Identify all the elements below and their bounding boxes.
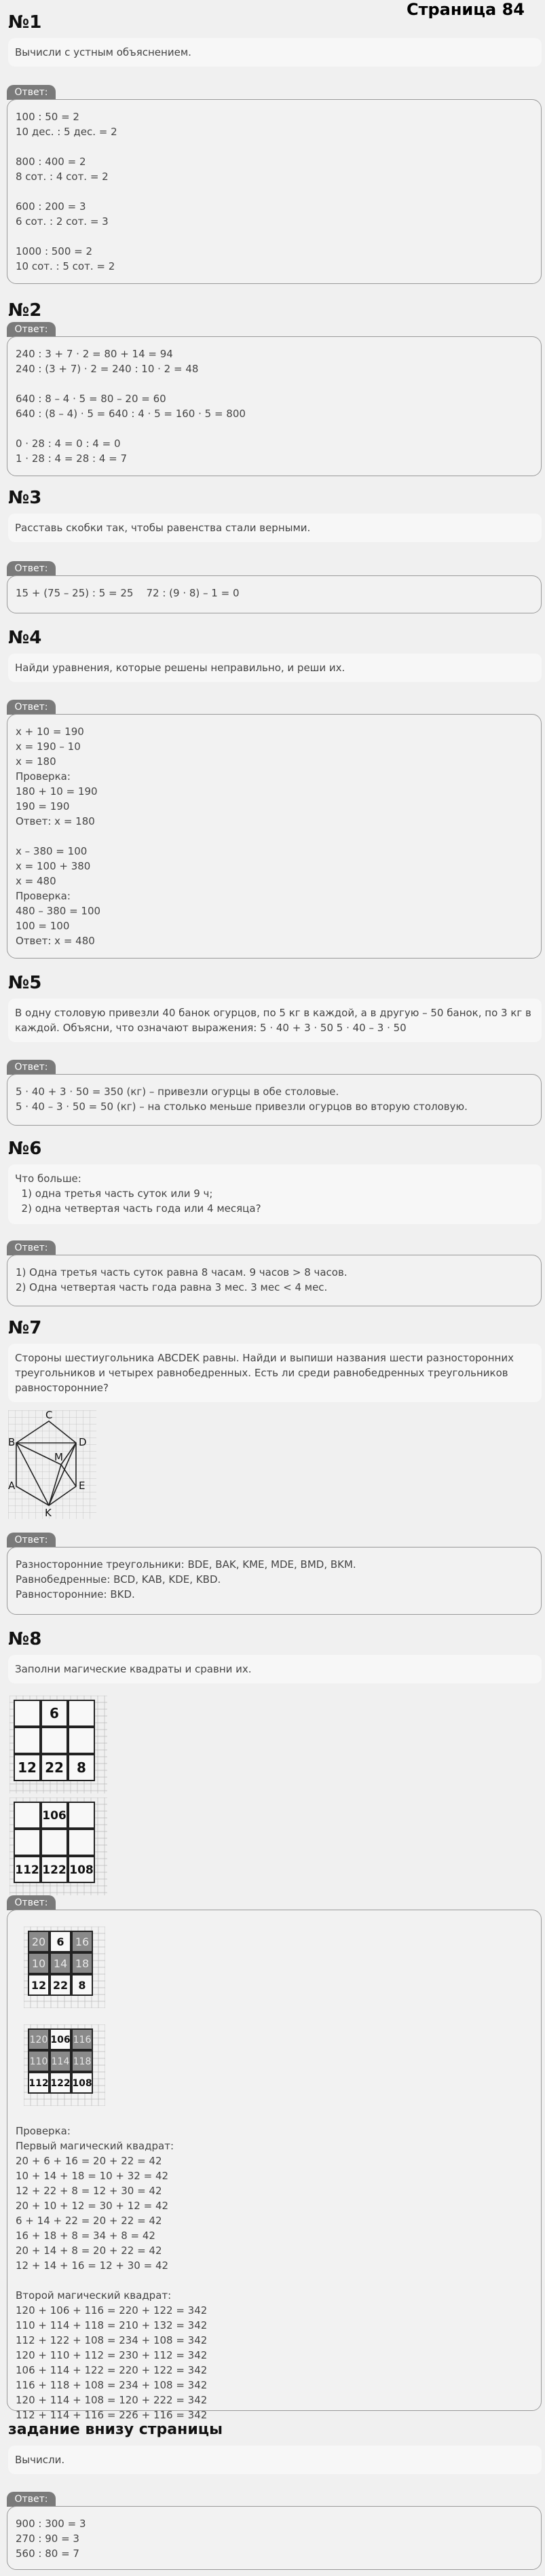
text-line: 1000 : 500 = 2 — [16, 245, 93, 257]
magic-square-cell — [69, 1829, 94, 1855]
text-line: 120 + 106 + 116 = 220 + 122 = 342 — [16, 2304, 208, 2316]
text-line: x = 480 — [16, 875, 56, 887]
text-line: 560 : 80 = 7 — [16, 2547, 79, 2560]
text-line: 180 + 10 = 190 — [16, 785, 98, 798]
magic-square-value: 118 — [73, 2056, 92, 2068]
text-line: x – 380 = 100 — [16, 845, 88, 857]
magic-square-value: 8 — [77, 1759, 86, 1776]
text-line: 270 : 90 = 3 — [16, 2533, 79, 2545]
magic-square-1-filled — [24, 1927, 533, 2012]
text-line: 20 + 6 + 16 = 20 + 22 = 42 — [16, 2155, 162, 2167]
task-title-2: №2 — [8, 300, 42, 321]
text-line: Проверка: — [16, 890, 71, 902]
magic-square-1-blank — [10, 1696, 107, 1796]
text-line: Ответ: x = 180 — [16, 815, 95, 827]
text-line: 240 : (3 + 7) · 2 = 240 : 10 · 2 = 48 — [16, 363, 199, 375]
magic-square-value: 6 — [56, 1935, 64, 1948]
magic-square-value: 110 — [29, 2056, 48, 2068]
task-7-answer — [7, 1547, 542, 1615]
task-3-answer — [7, 575, 542, 613]
magic-square-value: 12 — [18, 1759, 37, 1776]
task-1-condition: Вычисли с устным объяснением. — [8, 38, 542, 67]
magic-square-value: 10 — [31, 1956, 46, 1970]
task-6-answer — [7, 1255, 542, 1306]
text-line: x + 10 = 190 — [16, 726, 84, 738]
text-line: 1 · 28 : 4 = 28 : 4 = 7 — [16, 452, 128, 465]
answer-label: Ответ: — [7, 561, 56, 576]
text-line: 0 · 28 : 4 = 0 : 4 = 0 — [16, 437, 121, 450]
vertex-label-m: M — [54, 1451, 63, 1463]
text-line: 110 + 114 + 118 = 210 + 132 = 342 — [16, 2319, 208, 2331]
text-line: 120 + 110 + 112 = 230 + 112 = 342 — [16, 2349, 208, 2361]
magic-square-2-blank — [10, 1797, 107, 1898]
text-line — [16, 139, 533, 154]
text-line: 2) одна четвертая часть года или 4 месяца? — [15, 1202, 261, 1215]
text-line — [16, 829, 533, 844]
vertex-label-k: K — [45, 1507, 52, 1519]
magic-square-value: 106 — [42, 1809, 67, 1823]
text-line: 2) Одна четвертая часть года равна 3 мес. 3 мес < 4 мес. — [16, 1281, 328, 1293]
text-line: 116 + 118 + 108 = 234 + 108 = 342 — [16, 2379, 208, 2391]
text-line: 20 + 10 + 12 = 30 + 12 = 42 — [16, 2200, 169, 2212]
text-line: 900 : 300 = 3 — [16, 2518, 86, 2530]
text-line: 600 : 200 = 3 — [16, 200, 86, 213]
text-line: 1) Одна третья часть суток равна 8 часам. 9 часов > 8 часов. — [16, 1266, 347, 1278]
magic-square-cell — [69, 1728, 94, 1753]
text-line: Равнобедренные: BCD, KAB, KDE, KBD. — [16, 1573, 221, 1586]
answer-label: Ответ: — [7, 85, 56, 100]
magic-square-cell — [69, 1802, 94, 1828]
magic-square-cell — [69, 1700, 94, 1726]
task-title-1: №1 — [8, 12, 42, 33]
task-8-condition: Заполни магические квадраты и сравни их. — [8, 1655, 542, 1683]
text-line: 10 дес. : 5 дес. = 2 — [16, 126, 117, 138]
text-line: 190 = 190 — [16, 800, 70, 812]
magic-square-2-filled — [24, 2024, 533, 2110]
answer-label: Ответ: — [7, 1533, 56, 1548]
text-line: 10 + 14 + 18 = 10 + 32 = 42 — [16, 2170, 169, 2182]
vertex-label-a: A — [8, 1480, 16, 1492]
text-line — [16, 229, 533, 244]
text-line: 6 сот. : 2 сот. = 3 — [16, 215, 109, 228]
task-title-bottom: задание внизу страницы — [8, 2421, 223, 2438]
text-line: 106 + 114 + 122 = 220 + 122 = 342 — [16, 2364, 208, 2376]
magic-square-value: 8 — [78, 1978, 86, 1992]
vertex-label-e: E — [79, 1480, 86, 1492]
vertex-label-c: C — [45, 1410, 53, 1421]
text-line — [16, 2273, 533, 2288]
answer-label: Ответ: — [7, 700, 56, 715]
task-title-4: №4 — [8, 628, 42, 648]
magic-square-cell — [14, 1802, 40, 1828]
answer-label: Ответ: — [7, 1240, 56, 1255]
task-5-condition: В одну столовую привезли 40 банок огурцов, по 5 кг в каждой, а в другую – 50 банок, по 3 кг в каждой. Объясни, что означают выражения: 5 · 40 + 3 · 50 5 · 40 – 3 · 50 — [8, 999, 542, 1042]
text-line: Проверка: — [16, 2125, 71, 2137]
text-line: 800 : 400 = 2 — [16, 156, 86, 168]
vertex-label-b: B — [8, 1436, 16, 1448]
task-2-answer — [7, 336, 542, 476]
page-title: Страница 84 — [406, 0, 525, 19]
text-line — [16, 184, 533, 199]
task-bottom-condition: Вычисли. — [8, 2446, 542, 2474]
magic-square-value: 122 — [50, 2078, 71, 2090]
magic-square-value: 12 — [31, 1978, 47, 1992]
task-3-condition: Расставь скобки так, чтобы равенства стали верными. — [8, 514, 542, 542]
text-line: x = 190 – 10 — [16, 740, 81, 753]
magic-square-value: 114 — [51, 2056, 70, 2068]
text-line: 640 : 8 – 4 · 5 = 80 – 20 = 60 — [16, 393, 166, 405]
magic-square-value: 18 — [75, 1956, 90, 1970]
text-line: 112 + 114 + 116 = 226 + 116 = 342 — [16, 2409, 208, 2421]
task-4-condition: Найди уравнения, которые решены неправильно, и реши их. — [8, 654, 542, 682]
text-line: Равносторонние: BKD. — [16, 1588, 135, 1600]
text-line: Что больше: — [15, 1173, 81, 1185]
text-line: 8 сот. : 4 сот. = 2 — [16, 171, 109, 183]
text-line: x = 180 — [16, 755, 56, 768]
task-7-condition: Стороны шестиугольника ABCDEK равны. Найди и выпиши названия шести разносторонних треугольников и четырех равнобедренных. Есть ли среди равнобедренных треугольников равносторонние? — [8, 1344, 542, 1402]
text-line: 640 : (8 – 4) · 5 = 640 : 4 · 5 = 160 · 5 = 800 — [16, 408, 246, 420]
magic-square-value: 106 — [50, 2035, 71, 2046]
magic-square-cell — [14, 1700, 40, 1726]
text-line: Разносторонние треугольники: BDE, BAK, KME, MDE, BMD, BKM. — [16, 1558, 356, 1571]
text-line: x = 100 + 380 — [16, 860, 91, 872]
text-line: 5 · 40 + 3 · 50 = 350 (кг) – привезли огурцы в обе столовые. — [16, 1086, 339, 1098]
text-line: Первый магический квадрат: — [16, 2140, 174, 2152]
magic-square-value: 20 — [31, 1935, 46, 1948]
magic-square-value: 22 — [52, 1978, 69, 1992]
text-line: 100 = 100 — [16, 920, 70, 932]
magic-square-value: 108 — [72, 2078, 92, 2090]
task-bottom-answer — [7, 2506, 542, 2570]
magic-square-value: 108 — [69, 1863, 94, 1878]
magic-square-cell — [41, 1829, 67, 1855]
text-line: 10 сот. : 5 сот. = 2 — [16, 260, 115, 272]
answer-label: Ответ: — [7, 1895, 56, 1910]
answer-label: Ответ: — [7, 322, 56, 337]
hexagon-figure — [8, 1410, 96, 1519]
task-title-7: №7 — [8, 1318, 42, 1338]
vertex-label-d: D — [79, 1436, 87, 1448]
text-line: 1) одна третья часть суток или 9 ч; — [15, 1187, 213, 1200]
text-line: Ответ: x = 480 — [16, 935, 95, 947]
text-line: 112 + 122 + 108 = 234 + 108 = 342 — [16, 2334, 208, 2346]
magic-square-cell — [41, 1728, 67, 1753]
answer-label: Ответ: — [7, 2492, 56, 2507]
text-line — [16, 376, 533, 391]
magic-square-value: 6 — [50, 1705, 59, 1722]
magic-square-value: 112 — [15, 1863, 39, 1878]
magic-square-value: 22 — [45, 1759, 64, 1776]
magic-square-cell — [14, 1728, 40, 1753]
task-title-8: №8 — [8, 1629, 42, 1649]
text-line — [16, 421, 533, 436]
magic-square-value: 116 — [73, 2035, 92, 2046]
text-line: 16 + 18 + 8 = 34 + 8 = 42 — [16, 2230, 155, 2242]
magic-square-value: 122 — [42, 1863, 67, 1878]
text-line: Второй магический квадрат: — [16, 2289, 172, 2302]
task-title-6: №6 — [8, 1139, 42, 1159]
text-line: 240 : 3 + 7 · 2 = 80 + 14 = 94 — [16, 348, 173, 360]
text-line: 5 · 40 – 3 · 50 = 50 (кг) – на столько меньше привезли огурцов во вторую столовую. — [16, 1101, 468, 1113]
text-line: 100 : 50 = 2 — [16, 111, 79, 123]
magic-square-value: 112 — [29, 2078, 49, 2090]
task-6-condition — [8, 1164, 542, 1224]
magic-square-value: 120 — [29, 2035, 48, 2046]
text-line: 480 – 380 = 100 — [16, 905, 101, 917]
text-line: 12 + 14 + 16 = 12 + 30 = 42 — [16, 2259, 169, 2272]
task-4-answer — [7, 714, 542, 959]
task-8-answer — [7, 1910, 542, 2421]
task-1-answer — [7, 99, 542, 284]
text-line: 20 + 14 + 8 = 20 + 22 = 42 — [16, 2244, 162, 2257]
answer-label: Ответ: — [7, 1060, 56, 1075]
magic-square-value: 14 — [53, 1956, 68, 1970]
text-line: 12 + 22 + 8 = 12 + 30 = 42 — [16, 2185, 162, 2197]
task-title-5: №5 — [8, 973, 42, 993]
text-line: Проверка: — [16, 770, 71, 783]
text-line: 120 + 114 + 108 = 120 + 222 = 342 — [16, 2394, 208, 2406]
magic-square-cell — [14, 1829, 40, 1855]
task-5-answer — [7, 1074, 542, 1126]
task-title-3: №3 — [8, 488, 42, 508]
magic-square-value: 16 — [75, 1935, 90, 1948]
text-line: 6 + 14 + 22 = 20 + 22 = 42 — [16, 2215, 162, 2227]
text-line: 15 + (75 – 25) : 5 = 25 72 : (9 · 8) – 1 = 0 — [16, 587, 240, 599]
